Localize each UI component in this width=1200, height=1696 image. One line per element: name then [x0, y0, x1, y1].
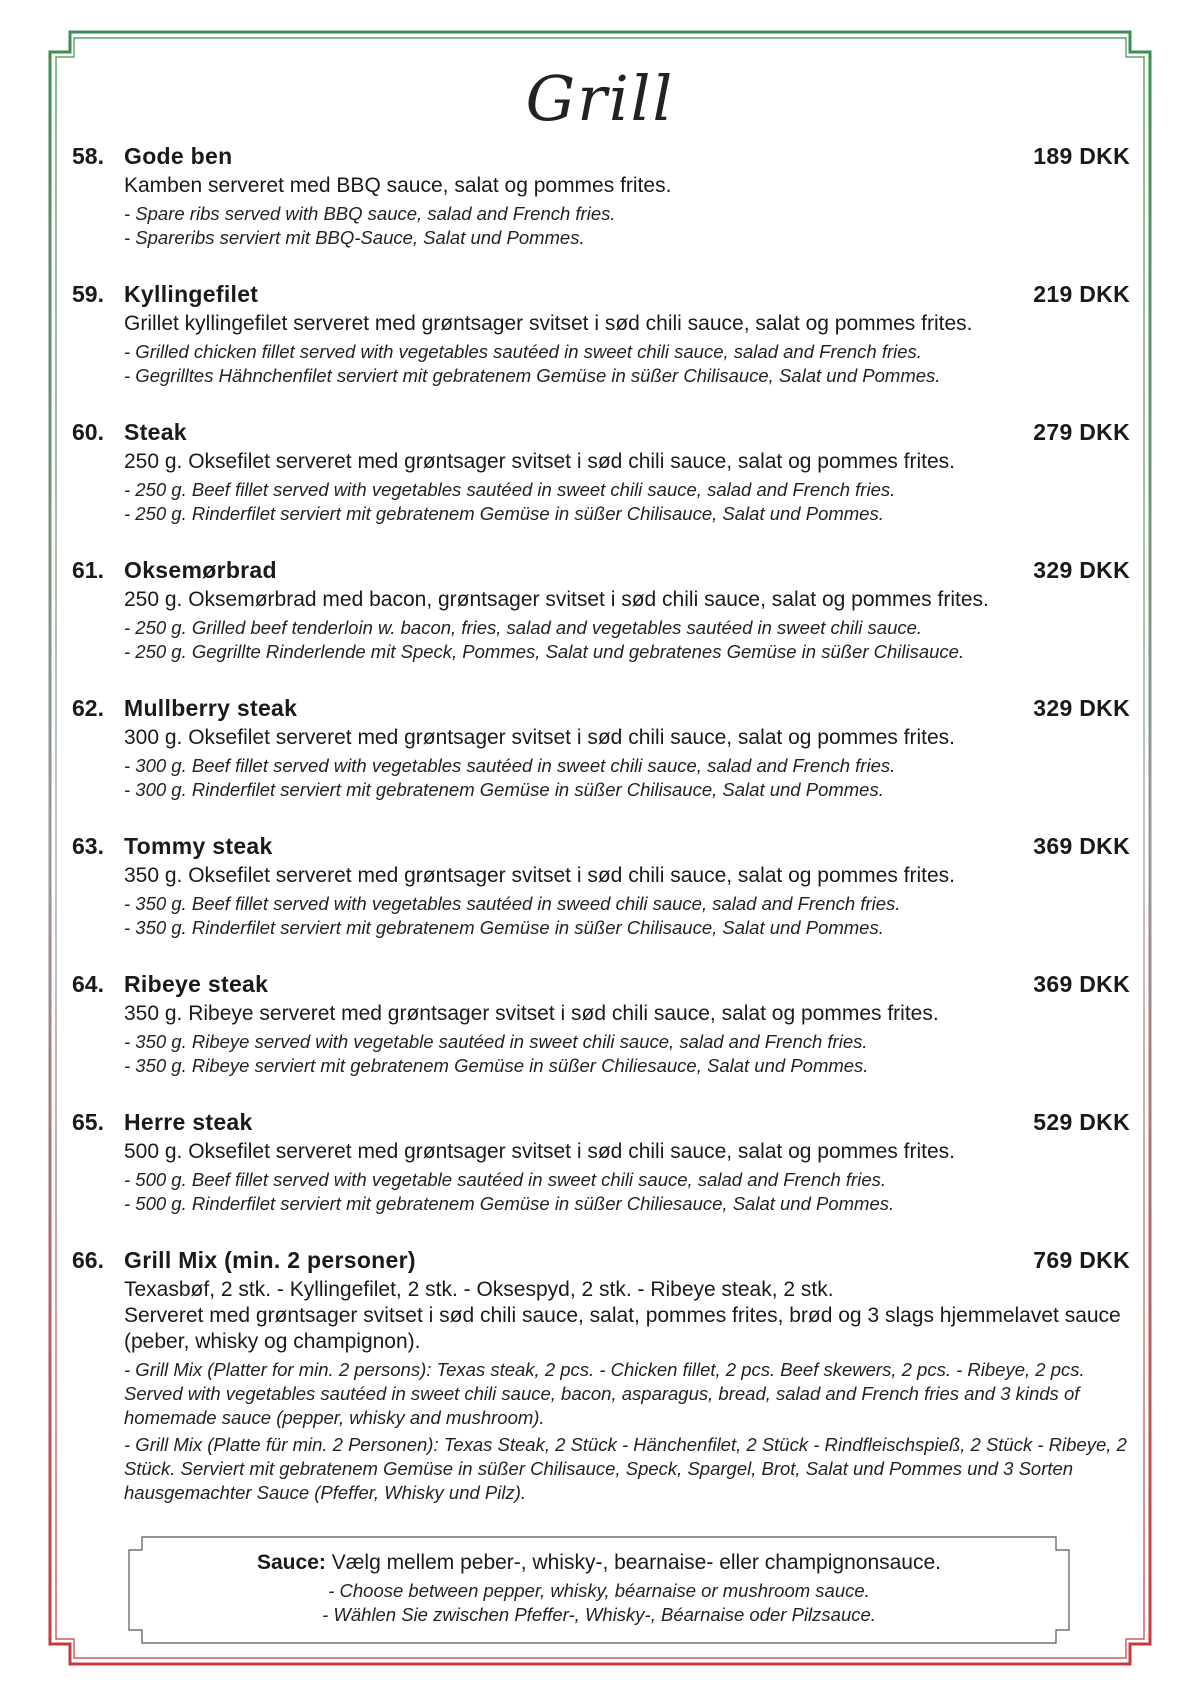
menu-item	[72, 281, 1130, 388]
item-number: 62.	[72, 695, 104, 721]
item-number: 59.	[72, 281, 104, 307]
item-name: Tommy steak	[124, 833, 273, 859]
item-description-german: - Gegrilltes Hähnchenfilet serviert mit gebratenem Gemüse in süßer Chilisauce, Salat und Pommes.	[124, 365, 941, 386]
item-description-danish: 300 g. Oksefilet serveret med grøntsager svitset i sød chili sauce, salat og pommes frites.	[124, 726, 955, 749]
item-description-danish: 250 g. Oksemørbrad med bacon, grøntsager svitset i sød chili sauce, salat og pommes frites.	[124, 588, 989, 611]
menu-item	[72, 1109, 1130, 1216]
menu-item	[72, 833, 1130, 940]
menu-item-grill-mix	[72, 1247, 1130, 1505]
item-price: 329 DKK	[1033, 695, 1130, 721]
menu-list	[72, 143, 1130, 1536]
item-name: Gode ben	[124, 143, 233, 169]
menu-item	[72, 419, 1130, 526]
item-number: 66.	[72, 1247, 104, 1273]
item-description-english: - 350 g. Beef fillet served with vegetables sautéed in sweed chili sauce, salad and French fries.	[124, 893, 901, 914]
item-description-english: - 250 g. Beef fillet served with vegetables sautéed in sweet chili sauce, salad and French fries.	[124, 479, 896, 500]
item-description-danish-serving: Serveret med grøntsager svitset i sød chili sauce, salat, pommes frites, brød og 3 slags hjemmelavet sauce (peber, whisky og champignon).	[124, 1304, 1121, 1353]
sauce-label: Sauce:	[257, 1551, 326, 1574]
item-name: Mullberry steak	[124, 695, 298, 721]
item-description-english: - 300 g. Beef fillet served with vegetables sautéed in sweet chili sauce, salad and French fries.	[124, 755, 896, 776]
item-price: 369 DKK	[1033, 833, 1130, 859]
item-description-danish: 250 g. Oksefilet serveret med grøntsager svitset i sød chili sauce, salat og pommes frites.	[124, 450, 955, 473]
item-name: Grill Mix (min. 2 personer)	[124, 1247, 416, 1273]
menu-item	[72, 143, 1130, 250]
item-description-german: - 300 g. Rinderfilet serviert mit gebratenem Gemüse in süßer Chilisauce, Salat und Pommes.	[124, 779, 884, 800]
item-price: 529 DKK	[1033, 1109, 1130, 1135]
item-description-english: - 500 g. Beef fillet served with vegetable sautéed in sweet chili sauce, salad and French fries.	[124, 1169, 887, 1190]
item-price: 279 DKK	[1033, 419, 1130, 445]
sauce-description-english: - Choose between pepper, whisky, béarnaise or mushroom sauce.	[328, 1580, 870, 1601]
item-description-english: - 350 g. Ribeye served with vegetable sautéed in sweet chili sauce, salad and French fries.	[124, 1031, 868, 1052]
item-description-english: - Grilled chicken fillet served with vegetables sautéed in sweet chili sauce, salad and French fries.	[124, 341, 922, 362]
menu-item	[72, 971, 1130, 1078]
item-description-danish: Grillet kyllingefilet serveret med grøntsager svitset i sød chili sauce, salat og pommes frites.	[124, 312, 973, 335]
item-description-german: - Grill Mix (Platte für min. 2 Personen): Texas Steak, 2 Stück - Hänchenfilet, 2 Stück - Rindfleischspieß, 2 Stück - Ribeye, 2 Stück. Serviert mit gebratenem Gemüse in süßer Chilisauce, Speck, Spargel, Brot, Salat und Pommes und 3 Sorten hausgemachter Sauce (Pfeffer, Whisky und Pilz).	[124, 1434, 1127, 1503]
item-description-danish: 350 g. Oksefilet serveret med grøntsager svitset i sød chili sauce, salat og pommes frites.	[124, 864, 955, 887]
item-number: 65.	[72, 1109, 104, 1135]
sauce-note	[128, 1536, 1070, 1644]
menu-item	[72, 695, 1130, 802]
item-price: 219 DKK	[1033, 281, 1130, 307]
item-name: Ribeye steak	[124, 971, 269, 997]
item-price: 329 DKK	[1033, 557, 1130, 583]
item-price: 189 DKK	[1033, 143, 1130, 169]
item-description-german: - 250 g. Gegrillte Rinderlende mit Speck, Pommes, Salat und gebratenes Gemüse in süßer Chilisauce.	[124, 641, 965, 662]
item-description-danish: Texasbøf, 2 stk. - Kyllingefilet, 2 stk. - Oksespyd, 2 stk. - Ribeye steak, 2 stk.	[124, 1278, 834, 1301]
item-number: 61.	[72, 557, 104, 583]
item-name: Kyllingefilet	[124, 281, 259, 307]
item-number: 64.	[72, 971, 104, 997]
item-description-english: - Grill Mix (Platter for min. 2 persons): Texas steak, 2 pcs. - Chicken fillet, 2 pcs. Beef skewers, 2 pcs. - Ribeye, 2 pcs. Served with vegetables sautéed in sweet chili sauce, bacon, asparagus, bread, salad and French fries and 3 kinds of homemade sauce (pepper, whisky and mushroom).	[124, 1359, 1085, 1428]
item-number: 58.	[72, 143, 104, 169]
item-name: Oksemørbrad	[124, 557, 277, 583]
item-number: 63.	[72, 833, 104, 859]
sauce-description-danish: Vælg mellem peber-, whisky-, bearnaise- eller champignonsauce.	[331, 1551, 941, 1574]
item-description-german: - 250 g. Rinderfilet serviert mit gebratenem Gemüse in süßer Chilisauce, Salat und Pommes.	[124, 503, 884, 524]
menu-item	[72, 557, 1130, 664]
item-description-danish: Kamben serveret med BBQ sauce, salat og pommes frites.	[124, 174, 672, 197]
item-price: 769 DKK	[1033, 1247, 1130, 1273]
item-description-english: - 250 g. Grilled beef tenderloin w. bacon, fries, salad and vegetables sautéed in sweet chili sauce.	[124, 617, 923, 638]
sauce-description-german: - Wählen Sie zwischen Pfeffer-, Whisky-, Béarnaise oder Pilzsauce.	[322, 1604, 876, 1625]
item-description-danish: 350 g. Ribeye serveret med grøntsager svitset i sød chili sauce, salat og pommes frites.	[124, 1002, 939, 1025]
item-description-german: - Spareribs serviert mit BBQ-Sauce, Salat und Pommes.	[124, 227, 585, 248]
item-name: Steak	[124, 419, 187, 445]
item-description-german: - 500 g. Rinderfilet serviert mit gebratenem Gemüse in süßer Chiliesauce, Salat und Pommes.	[124, 1193, 895, 1214]
item-price: 369 DKK	[1033, 971, 1130, 997]
item-description-english: - Spare ribs served with BBQ sauce, salad and French fries.	[124, 203, 616, 224]
item-description-danish: 500 g. Oksefilet serveret med grøntsager svitset i sød chili sauce, salat og pommes frites.	[124, 1140, 955, 1163]
item-name: Herre steak	[124, 1109, 253, 1135]
item-description-german: - 350 g. Ribeye serviert mit gebratenem Gemüse in süßer Chiliesauce, Salat und Pommes.	[124, 1055, 869, 1076]
item-description-german: - 350 g. Rinderfilet serviert mit gebratenem Gemüse in süßer Chilisauce, Salat und Pommes.	[124, 917, 884, 938]
item-number: 60.	[72, 419, 104, 445]
page-title: Grill	[525, 62, 675, 135]
